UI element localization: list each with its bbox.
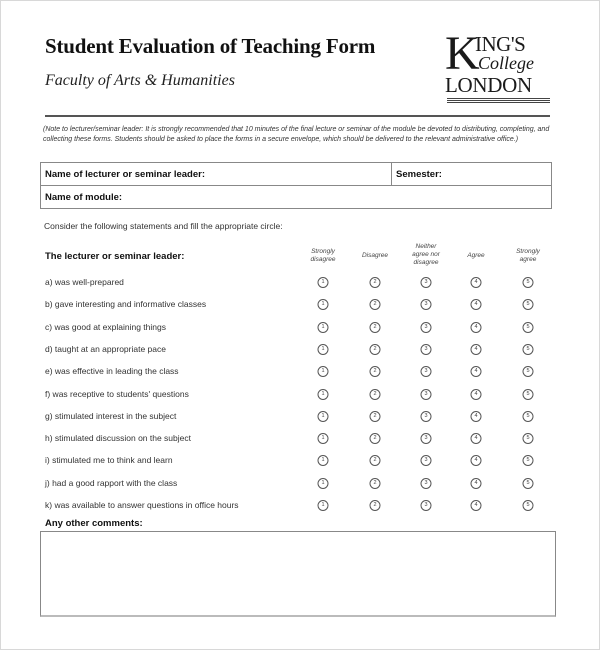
statement-label: f) was receptive to students' questions xyxy=(45,388,189,399)
form-title: Student Evaluation of Teaching Form xyxy=(45,34,376,58)
scale-label-3 xyxy=(412,243,440,267)
rating-radio-1[interactable]: 1 xyxy=(318,366,329,377)
rating-row xyxy=(0,432,600,454)
note-to-lecturer: (Note to lecturer/seminar leader: It is strongly recommended that 10 minutes of the final lecture or seminar of the module be devoted to distributing, completing, and collecting these forms. Students should be asked to place the forms in a secure envelope, which should be delivered to the relevant administrative office.) xyxy=(43,126,550,143)
module-name-field[interactable] xyxy=(41,186,552,209)
scale-label-line: Strongly xyxy=(516,248,540,255)
comments-label: Any other comments: xyxy=(45,518,143,529)
rating-radio-5[interactable]: 5 xyxy=(523,344,534,355)
rating-radio-4[interactable]: 4 xyxy=(471,299,482,310)
rating-radio-2[interactable]: 2 xyxy=(370,411,381,422)
rating-radio-4[interactable]: 4 xyxy=(471,344,482,355)
statement-label: i) stimulated me to think and learn xyxy=(45,455,173,466)
rating-radio-4[interactable]: 4 xyxy=(471,433,482,444)
rating-radio-5[interactable]: 5 xyxy=(523,299,534,310)
rating-radio-4[interactable]: 4 xyxy=(471,277,482,288)
statement-label: c) was good at explaining things xyxy=(45,321,166,332)
rating-radio-3[interactable]: 3 xyxy=(421,478,432,489)
scale-label-5 xyxy=(516,248,540,264)
comments-textarea[interactable] xyxy=(40,531,556,617)
rating-radio-5[interactable]: 5 xyxy=(523,322,534,333)
rating-row xyxy=(0,410,600,432)
rating-row xyxy=(0,276,600,298)
rating-radio-4[interactable]: 4 xyxy=(471,455,482,466)
rating-radio-3[interactable]: 3 xyxy=(421,455,432,466)
statement-label: h) stimulated discussion on the subject xyxy=(45,433,191,444)
rating-radio-4[interactable]: 4 xyxy=(471,322,482,333)
rating-radio-4[interactable]: 4 xyxy=(471,411,482,422)
rating-row xyxy=(0,477,600,499)
rating-radio-2[interactable]: 2 xyxy=(370,344,381,355)
rating-radio-3[interactable]: 3 xyxy=(421,389,432,400)
scale-label-line: agree nor xyxy=(412,251,440,258)
rating-radio-1[interactable]: 1 xyxy=(318,322,329,333)
rating-radio-2[interactable]: 2 xyxy=(370,299,381,310)
rating-row xyxy=(0,321,600,343)
rating-radio-5[interactable]: 5 xyxy=(523,366,534,377)
rating-radio-3[interactable]: 3 xyxy=(421,366,432,377)
rating-radio-5[interactable]: 5 xyxy=(523,478,534,489)
statement-label: e) was effective in leading the class xyxy=(45,366,179,377)
semester-label: Semester: xyxy=(396,168,442,180)
statement-label: j) had a good rapport with the class xyxy=(45,477,178,488)
scale-label-4 xyxy=(467,252,484,260)
kings-college-london-logo xyxy=(445,27,553,104)
rating-radio-5[interactable]: 5 xyxy=(523,389,534,400)
scale-label-line: agree xyxy=(519,256,537,263)
rating-radio-2[interactable]: 2 xyxy=(370,389,381,400)
logo-london: LONDON xyxy=(445,73,532,97)
info-table xyxy=(40,162,552,209)
scale-label-line: Agree xyxy=(467,252,485,259)
rating-radio-2[interactable]: 2 xyxy=(370,433,381,444)
statement-label: g) stimulated interest in the subject xyxy=(45,410,177,421)
rating-radio-1[interactable]: 1 xyxy=(318,277,329,288)
rating-radio-4[interactable]: 4 xyxy=(471,478,482,489)
rating-row xyxy=(0,343,600,365)
rating-radio-5[interactable]: 5 xyxy=(523,277,534,288)
rating-radio-3[interactable]: 3 xyxy=(421,322,432,333)
statement-label: d) taught at an appropriate pace xyxy=(45,343,166,354)
faculty-subtitle: Faculty of Arts & Humanities xyxy=(45,72,235,89)
rating-radio-4[interactable]: 4 xyxy=(471,500,482,511)
rating-row xyxy=(0,298,600,320)
rating-radio-4[interactable]: 4 xyxy=(471,366,482,377)
statement-label: b) gave interesting and informative classes xyxy=(45,299,207,310)
rating-radio-1[interactable]: 1 xyxy=(318,455,329,466)
rating-radio-3[interactable]: 3 xyxy=(421,433,432,444)
rating-row xyxy=(0,388,600,410)
rating-radio-1[interactable]: 1 xyxy=(318,344,329,355)
rating-radio-2[interactable]: 2 xyxy=(370,277,381,288)
rating-radio-3[interactable]: 3 xyxy=(421,500,432,511)
rating-radio-2[interactable]: 2 xyxy=(370,366,381,377)
lecturer-name-field[interactable] xyxy=(41,163,392,186)
header-divider xyxy=(45,115,550,117)
rating-radio-4[interactable]: 4 xyxy=(471,389,482,400)
logo-bars xyxy=(447,98,550,104)
rating-row xyxy=(0,365,600,387)
scale-label-2 xyxy=(362,252,388,260)
scale-label-line: Neither xyxy=(415,243,437,250)
rating-radio-5[interactable]: 5 xyxy=(523,455,534,466)
scale-label-line: Strongly xyxy=(311,248,335,255)
rating-radio-3[interactable]: 3 xyxy=(421,277,432,288)
rating-radio-1[interactable]: 1 xyxy=(318,299,329,310)
module-name-label: Name of module: xyxy=(45,191,123,203)
rating-radio-3[interactable]: 3 xyxy=(421,411,432,422)
rating-radio-2[interactable]: 2 xyxy=(370,322,381,333)
semester-field[interactable] xyxy=(392,163,552,186)
logo-letter-k: K xyxy=(445,27,480,80)
rating-radio-5[interactable]: 5 xyxy=(523,433,534,444)
logo-college: College xyxy=(478,53,534,73)
rating-radio-1[interactable]: 1 xyxy=(318,389,329,400)
rating-radio-1[interactable]: 1 xyxy=(318,500,329,511)
statement-label: a) was well-prepared xyxy=(45,277,124,287)
scale-label-line: Disagree xyxy=(361,252,389,259)
scale-label-line: disagree xyxy=(413,259,439,266)
statement-label: k) was available to answer questions in office hours xyxy=(45,500,239,510)
rating-radio-3[interactable]: 3 xyxy=(421,299,432,310)
rating-radio-2[interactable]: 2 xyxy=(370,500,381,511)
rating-radio-2[interactable]: 2 xyxy=(370,455,381,466)
rating-radio-2[interactable]: 2 xyxy=(370,478,381,489)
rating-radio-5[interactable]: 5 xyxy=(523,500,534,511)
scale-label-line: disagree xyxy=(310,256,336,263)
rating-radio-5[interactable]: 5 xyxy=(523,411,534,422)
rating-radio-1[interactable]: 1 xyxy=(318,433,329,444)
instruction-text: Consider the following statements and fill the appropriate circle: xyxy=(44,221,283,231)
rating-radio-3[interactable]: 3 xyxy=(421,344,432,355)
rating-row xyxy=(0,454,600,476)
logo-ings: ING'S xyxy=(475,32,526,56)
rating-radio-1[interactable]: 1 xyxy=(318,478,329,489)
scale-label-1 xyxy=(311,248,336,264)
rating-section-heading: The lecturer or seminar leader: xyxy=(45,251,185,262)
lecturer-name-label: Name of lecturer or seminar leader: xyxy=(45,168,205,180)
rating-radio-1[interactable]: 1 xyxy=(318,411,329,422)
